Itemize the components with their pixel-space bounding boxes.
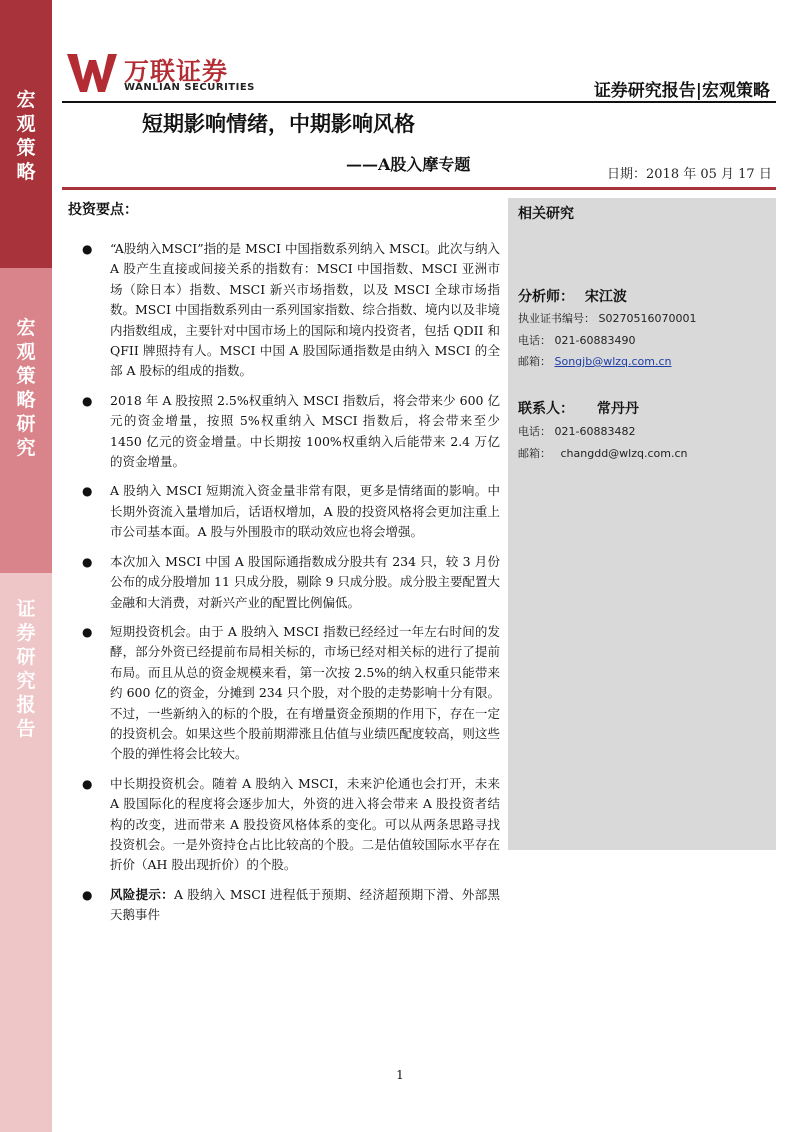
report-date: 日期：2018 年 05 月 17 日 [607, 167, 772, 182]
header-divider [62, 101, 776, 103]
investment-highlights [68, 199, 500, 935]
sidebar-char: 宏 [16, 89, 36, 111]
page-number: 1 [396, 1068, 404, 1082]
analyst-email-row [518, 353, 672, 369]
sidebar-char: 研 [16, 413, 36, 435]
analyst-label: 分析师： [518, 289, 574, 305]
report-type-label: 证券研究报告|宏观策略 [593, 81, 770, 101]
section-title: 投资要点： [68, 202, 138, 218]
risk-label: 风险提示： [110, 886, 174, 902]
bullet-item: ● 本次加入 MSCI 中国 A 股国际通指数成分股共有 234 只，较 3 月份公布的成分股增加 11 只成分股，剔除 9 只成分股。成分股主要配置大金融和大消费，对新兴产业的配置比例偏低。 [68, 552, 500, 613]
page-subtitle: ——A股入摩专题 [346, 155, 471, 174]
analyst-phone: 电话： 021-60883490 [518, 334, 636, 347]
analyst-heading [518, 286, 627, 306]
sidebar-char: 策 [16, 137, 36, 159]
contact-heading [518, 398, 639, 418]
logo-text-en: WANLIAN SECURITIES [124, 82, 255, 93]
sidebar-char: 策 [16, 365, 36, 387]
bullet-item: ● “A股纳入MSCI”指的是 MSCI 中国指数系列纳入 MSCI。此次与纳入 A 股产生直接或间接关系的指数有：MSCI 中国指数、MSCI 亚洲市场（除日本）指数、MSCI 新兴市场指数，以及 MSCI 全球市场指数。MSCI 中国指数系列由一系列国家指数、综合指数、境内以及非境内指数组成，主要针对中国市场上的国际和境内投资者，包括 QDII 和 QFII 牌照持有人。MSCI 中国 A 股国际通指数是由纳入 MSCI 的全部 A 股标的组成的指数。 [68, 239, 500, 382]
info-panel [508, 198, 776, 850]
sidebar-char: 研 [16, 646, 36, 668]
sidebar-char: 告 [16, 718, 36, 740]
sidebar-segment-macro-research [0, 268, 52, 573]
sidebar-segment-macro-strategy [0, 0, 52, 268]
company-logo [66, 50, 266, 96]
analyst-cert: 执业证书编号： S0270516070001 [518, 312, 697, 325]
contact-email-label: 邮箱： [518, 447, 551, 460]
sidebar-char: 证 [16, 598, 36, 620]
page-title: 短期影响情绪，中期影响风格 [142, 111, 415, 136]
bullet-item: ● 中长期投资机会。随着 A 股纳入 MSCI，未来沪伦通也会打开，未来 A 股国际化的程度将会逐步加大，外资的进入将会带来 A 股投资者结构的改变，进而带来 A 股投资风格体系的变化。可以从两条思路寻找投资机会。一是外资持仓占比比较高的个股。二是估值较国际水平存在折价（AH 股出现折价）的个股。 [68, 774, 500, 876]
sidebar-char: 券 [16, 622, 36, 644]
risk-text: A 股纳入 MSCI 进程低于预期、经济超预期下滑、外部黑天鹅事件 [110, 886, 500, 923]
related-research-heading: 相关研究 [518, 206, 574, 222]
sidebar-char: 报 [16, 694, 36, 716]
logo-w-icon [66, 50, 118, 94]
sidebar-char: 究 [16, 437, 36, 459]
sidebar-char: 宏 [16, 317, 36, 339]
title-divider [62, 187, 776, 190]
bullet-item: ● 2018 年 A 股按照 2.5%权重纳入 MSCI 指数后，将会带来少 600 亿元的资金增量，按照 5%权重纳入 MSCI 指数后，将会带来至少 1450 亿元的资金增量。中长期按 100%权重纳入后能带来 2.4 万亿的资金增量。 [68, 391, 500, 473]
contact-email[interactable]: changdd@wlzq.com.cn [560, 447, 688, 460]
contact-name: 常丹丹 [596, 401, 639, 417]
bullet-item: ● A 股纳入 MSCI 短期流入资金量非常有限，更多是情绪面的影响。中长期外资流入量增加后，话语权增加，A 股的投资风格将会更加注重上市公司基本面。A 股与外围股市的联动效应也将会增强。 [68, 481, 500, 542]
sidebar-char: 略 [16, 161, 36, 183]
analyst-email-label: 邮箱： [518, 355, 551, 368]
analyst-email-link[interactable]: Songjb@wlzq.com.cn [554, 355, 672, 368]
logo-text-cn: 万联证券 [124, 57, 229, 86]
contact-label: 联系人： [518, 401, 574, 417]
sidebar-char: 观 [16, 113, 36, 135]
contact-email-row [518, 445, 688, 461]
analyst-name: 宋江波 [584, 289, 627, 305]
sidebar-segment-securities-report [0, 573, 52, 1132]
risk-warning [68, 885, 500, 926]
bullet-item: ● 短期投资机会。由于 A 股纳入 MSCI 指数已经经过一年左右时间的发酵，部分外资已经提前布局相关标的，市场已经对相关标的进行了提前布局。而且从总的资金规模来看，第一次按 2.5%的纳入权重只能带来约 600 亿的资金，分摊到 234 只个股，对个股的走势影响十分有限。不过，一些新纳入的标的个股，在有增量资金预期的作用下，存在一定的投资机会。如果这些个股前期滞涨且估值与业绩匹配度较高，则这些个股的弹性将会比较大。 [68, 622, 500, 765]
contact-phone: 电话： 021-60883482 [518, 425, 636, 438]
sidebar-char: 略 [16, 389, 36, 411]
sidebar-char: 究 [16, 670, 36, 692]
sidebar-char: 观 [16, 341, 36, 363]
left-sidebar [0, 0, 52, 1132]
